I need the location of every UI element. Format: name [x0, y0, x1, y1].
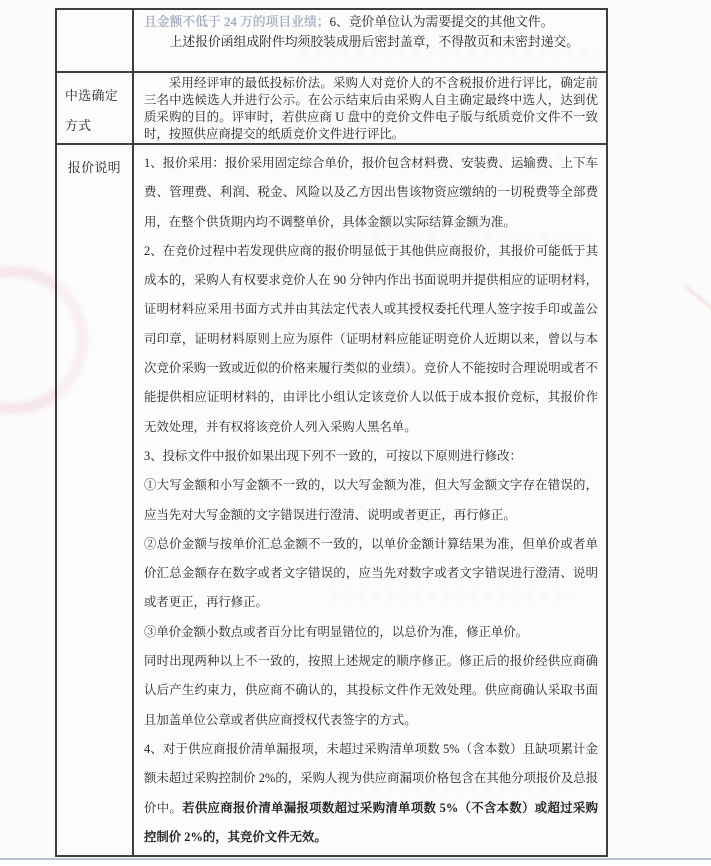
selection-method-content	[134, 73, 606, 143]
quotation-paragraph-3-heading: 3、投标文件中报价如果出现下列不一致的，可按以下原则进行修改：	[144, 448, 522, 463]
quotation-paragraph-4	[144, 735, 598, 852]
quotation-notes-content	[134, 145, 606, 855]
continuation-content	[134, 10, 606, 71]
quotation-rule-2: ②总价金额与按单价汇总金额不一致的，以单价金额计算结果为准，但单价或者单价汇总金额存在数字或者文字错误的，应当先对数字或者文字错误进行澄清、说明或者更正，再行修正。	[144, 536, 598, 610]
quotation-rule-3: ③单价金额小数点或者百分比有明显错位的，以总价为准，修正单价。	[144, 624, 529, 639]
other-documents-text: 6、竞价单位认为需要提交的其他文件。	[329, 15, 554, 29]
row-label-selection-method: 中选确定方式	[57, 73, 134, 143]
missing-items-invalid-bold-text: 若供应商报价清单漏报项数超过采购清单项数 5%（不含本数）或超过采购控制价 2%的，其竞价文件无效。	[144, 800, 599, 844]
table-row-quotation-notes	[57, 143, 606, 855]
quotation-rule-1: ①大写金额和小写金额不一致的，以大写金额为准，但大写金额文字存在错误的，应当先对大写金额的文字错误进行澄清、说明或者更正，再行修正。	[144, 478, 598, 522]
selection-method-paragraph: 采用经评审的最低投标价法。采购人对竞价人的不含税报价进行评比，确定前三名中选候选人并进行公示。在公示结束后由采购人自主确定最终中选人，达到优质采购的目的。评审时，若供应商 U 盘中的竞价文件电子版与纸质竞价文件不一致时，按照供应商提交的纸质竞价文件进行评比。	[144, 76, 598, 141]
continuation-line-2: 上述报价函组成附件均须胶装成册后密封盖章，不得散页和未密封递交。	[169, 34, 580, 49]
quotation-paragraph-2: 2、在竞价过程中若发现供应商的报价明显低于其他供应商报价，其报价可能低于其成本的，采购人有权要求竞价人在 90 分钟内作出书面说明并提供相应的证明材料，证明材料应采用书面方式并由其法定代表人或其授权委托代理人签字按手印或盖公司印章，证明材料原则上应为原件（证明材料应能证明竞价人近期以来，曾以与本次竞价采购一致或近似的价格来履行类似的业绩）。竞价人不能按时合理说明或者不能提供相应证明材料的，由评比小组认定该竞价人以低于成本报价竞标，其报价作无效处理，并有权将该竞价人列入采购人黑名单。	[144, 243, 598, 434]
continuation-line-1	[144, 13, 598, 33]
quotation-rule-note: 同时出现两种以上不一致的，按照上述规定的顺序修正。修正后的报价经供应商确认后产生约束力，供应商不确认的，其投标文件作无效处理。供应商确认采取书面且加盖单位公章或者供应商授权代表签字的方式。	[144, 654, 598, 727]
table-row-selection-method	[57, 71, 606, 143]
row-label-quotation-notes: 报价说明	[57, 145, 134, 855]
page-bottom-edge	[0, 858, 711, 860]
row-label-empty	[57, 10, 134, 71]
table-row-continuation	[57, 10, 606, 71]
missing-items-rule-text: 4、对于供应商报价清单漏报项，未超过采购清单项数 5%（含本数）且缺项累计金额未超过采购控制价 2%的，采购人视为供应商漏项价格包含在其他分项报价及总报价中。	[144, 741, 598, 815]
faded-text-project-record: 且金额不低于 24 万的项目业绩；	[144, 15, 330, 29]
quotation-paragraph-1: 1、报价采用：报价采用固定综合单价，报价包含材料费、安装费、运输费、上下车费、管理费、利润、税金、风险以及乙方因出售该物资应缴纳的一切税费等全部费用，在整个供货期内均不调整单价，具体金额以实际结算金额为准。	[144, 156, 598, 229]
bid-terms-table	[55, 8, 608, 857]
pink-mark-bleedthrough	[684, 285, 711, 310]
